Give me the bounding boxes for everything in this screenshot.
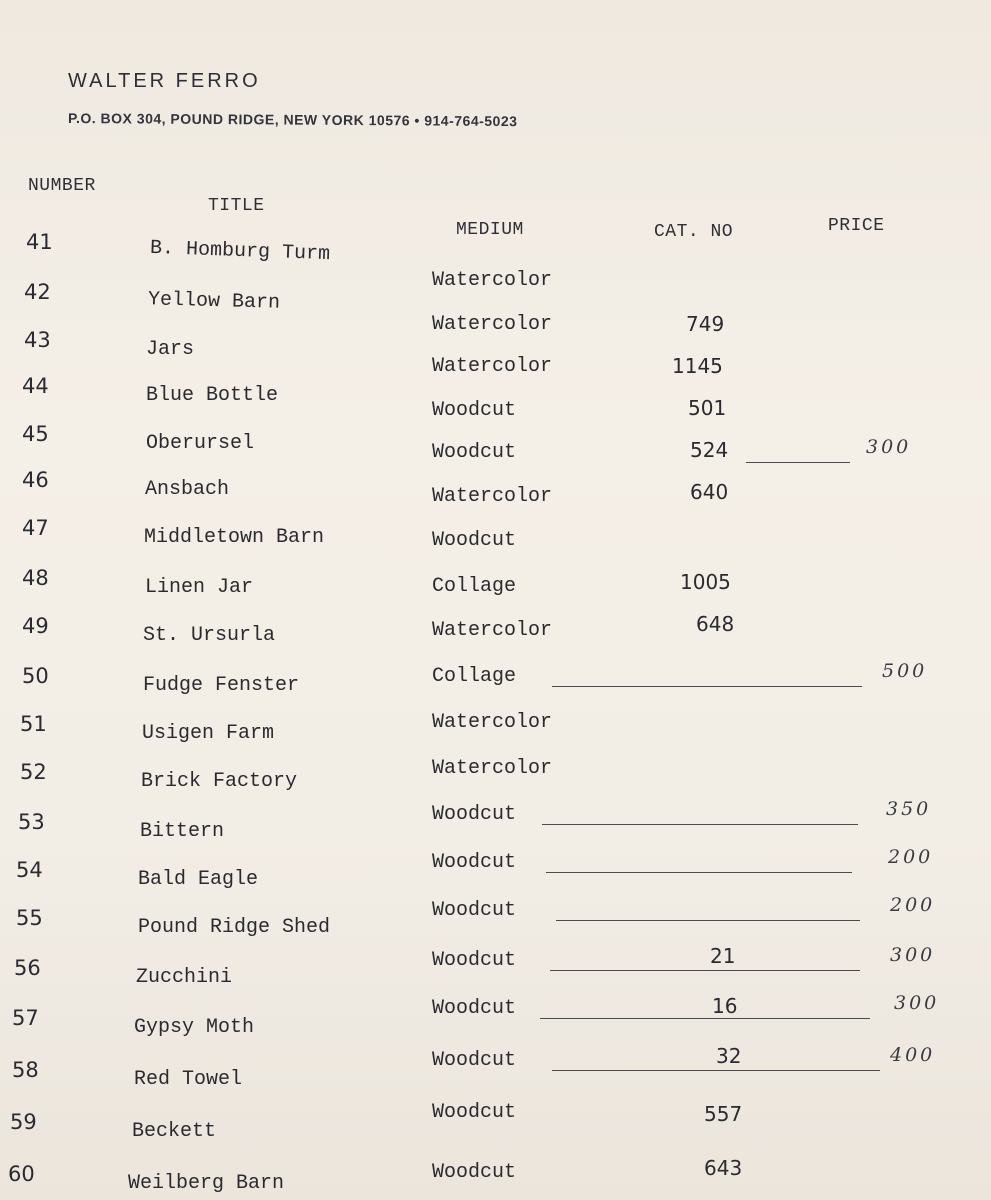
item-medium: Watercolor — [432, 355, 553, 378]
item-number: 45 — [22, 422, 49, 446]
item-number: 41 — [26, 230, 53, 254]
item-medium: Watercolor — [432, 313, 553, 336]
item-title: Red Towel — [134, 1068, 243, 1091]
header-medium: MEDIUM — [456, 220, 524, 240]
item-medium: Watercolor — [432, 485, 553, 508]
item-medium: Woodcut — [432, 1161, 517, 1184]
item-medium: Woodcut — [432, 949, 517, 972]
item-medium: Collage — [432, 665, 517, 688]
item-catalog-number: 501 — [688, 396, 727, 420]
letterhead-address: P.O. BOX 304, POUND RIDGE, NEW YORK 10576 • 914-764-5023 — [67, 110, 518, 130]
item-title: Brick Factory — [141, 770, 298, 793]
item-catalog-number: 749 — [686, 312, 725, 336]
item-number: 51 — [20, 712, 47, 736]
item-title: Bald Eagle — [138, 868, 259, 891]
item-catalog-number: 1005 — [680, 570, 731, 594]
item-number: 50 — [22, 664, 49, 688]
item-title: Weilberg Barn — [128, 1172, 285, 1195]
item-title: Middletown Barn — [144, 526, 325, 549]
item-title: Zucchini — [136, 966, 233, 989]
item-title: Fudge Fenster — [143, 674, 300, 697]
item-catalog-number: 1145 — [672, 354, 723, 378]
item-number: 46 — [22, 468, 49, 492]
item-catalog-number: 16 — [712, 994, 738, 1018]
item-medium: Woodcut — [432, 529, 517, 552]
item-title: Linen Jar — [145, 576, 254, 599]
item-title: Gypsy Moth — [134, 1016, 255, 1039]
item-price-handwritten: 400 — [890, 1044, 936, 1066]
item-medium: Woodcut — [432, 441, 517, 464]
item-number: 42 — [24, 280, 51, 304]
item-title: Oberursel — [146, 432, 255, 455]
item-title: Usigen Farm — [142, 722, 275, 745]
item-medium: Woodcut — [432, 899, 517, 922]
leader-line — [550, 970, 860, 971]
leader-line — [546, 872, 852, 873]
item-title: Pound Ridge Shed — [138, 916, 331, 939]
item-number: 52 — [20, 760, 47, 784]
item-title: Bittern — [140, 820, 225, 843]
item-medium: Watercolor — [432, 269, 553, 292]
item-price-handwritten: 200 — [890, 894, 936, 916]
item-catalog-number: 640 — [690, 480, 729, 504]
item-price-handwritten: 300 — [866, 436, 912, 458]
item-number: 53 — [18, 810, 45, 834]
item-title: Jars — [146, 338, 195, 361]
item-number: 55 — [16, 906, 43, 930]
leader-line — [746, 462, 850, 463]
item-title: Yellow Barn — [147, 288, 281, 315]
item-catalog-number: 557 — [704, 1102, 743, 1126]
item-title: Blue Bottle — [146, 384, 279, 407]
item-medium: Watercolor — [432, 711, 553, 734]
item-medium: Collage — [432, 575, 517, 598]
item-catalog-number: 524 — [690, 438, 729, 462]
leader-line — [542, 824, 858, 825]
item-medium: Woodcut — [432, 851, 517, 874]
leader-line — [556, 920, 860, 921]
item-price-handwritten: 300 — [894, 992, 940, 1014]
item-number: 48 — [22, 566, 49, 590]
item-number: 60 — [8, 1162, 35, 1186]
item-number: 56 — [14, 956, 41, 980]
item-catalog-number: 32 — [716, 1044, 742, 1068]
item-medium: Watercolor — [432, 619, 553, 642]
item-number: 49 — [22, 614, 49, 638]
item-medium: Woodcut — [432, 1049, 517, 1072]
item-medium: Woodcut — [432, 399, 517, 422]
item-medium: Woodcut — [432, 997, 517, 1020]
item-catalog-number: 648 — [696, 612, 735, 636]
letterhead-name: WALTER FERRO — [68, 70, 261, 92]
leader-line — [540, 1018, 870, 1019]
item-number: 44 — [22, 374, 49, 398]
item-price-handwritten: 350 — [886, 798, 932, 820]
item-medium: Woodcut — [432, 803, 517, 826]
item-medium: Woodcut — [432, 1101, 517, 1124]
item-title: B. Homburg Turm — [149, 236, 331, 267]
leader-line — [552, 686, 862, 687]
header-number: NUMBER — [28, 176, 96, 196]
header-cat-no: CAT. NO — [654, 222, 734, 242]
item-title: Ansbach — [145, 478, 230, 501]
item-catalog-number: 21 — [710, 944, 736, 968]
item-medium: Watercolor — [432, 757, 553, 780]
item-number: 43 — [24, 328, 51, 352]
item-price-handwritten: 500 — [882, 660, 928, 682]
item-title: St. Ursurla — [143, 624, 276, 647]
item-number: 47 — [22, 516, 49, 540]
item-price-handwritten: 300 — [890, 944, 936, 966]
item-catalog-number: 643 — [704, 1156, 743, 1180]
item-number: 58 — [12, 1058, 39, 1082]
item-number: 59 — [10, 1110, 37, 1134]
header-title: TITLE — [208, 196, 265, 216]
item-number: 54 — [16, 858, 43, 882]
header-price: PRICE — [828, 216, 885, 236]
leader-line — [552, 1070, 880, 1071]
item-title: Beckett — [132, 1120, 217, 1143]
item-number: 57 — [12, 1006, 39, 1030]
item-price-handwritten: 200 — [888, 846, 934, 868]
